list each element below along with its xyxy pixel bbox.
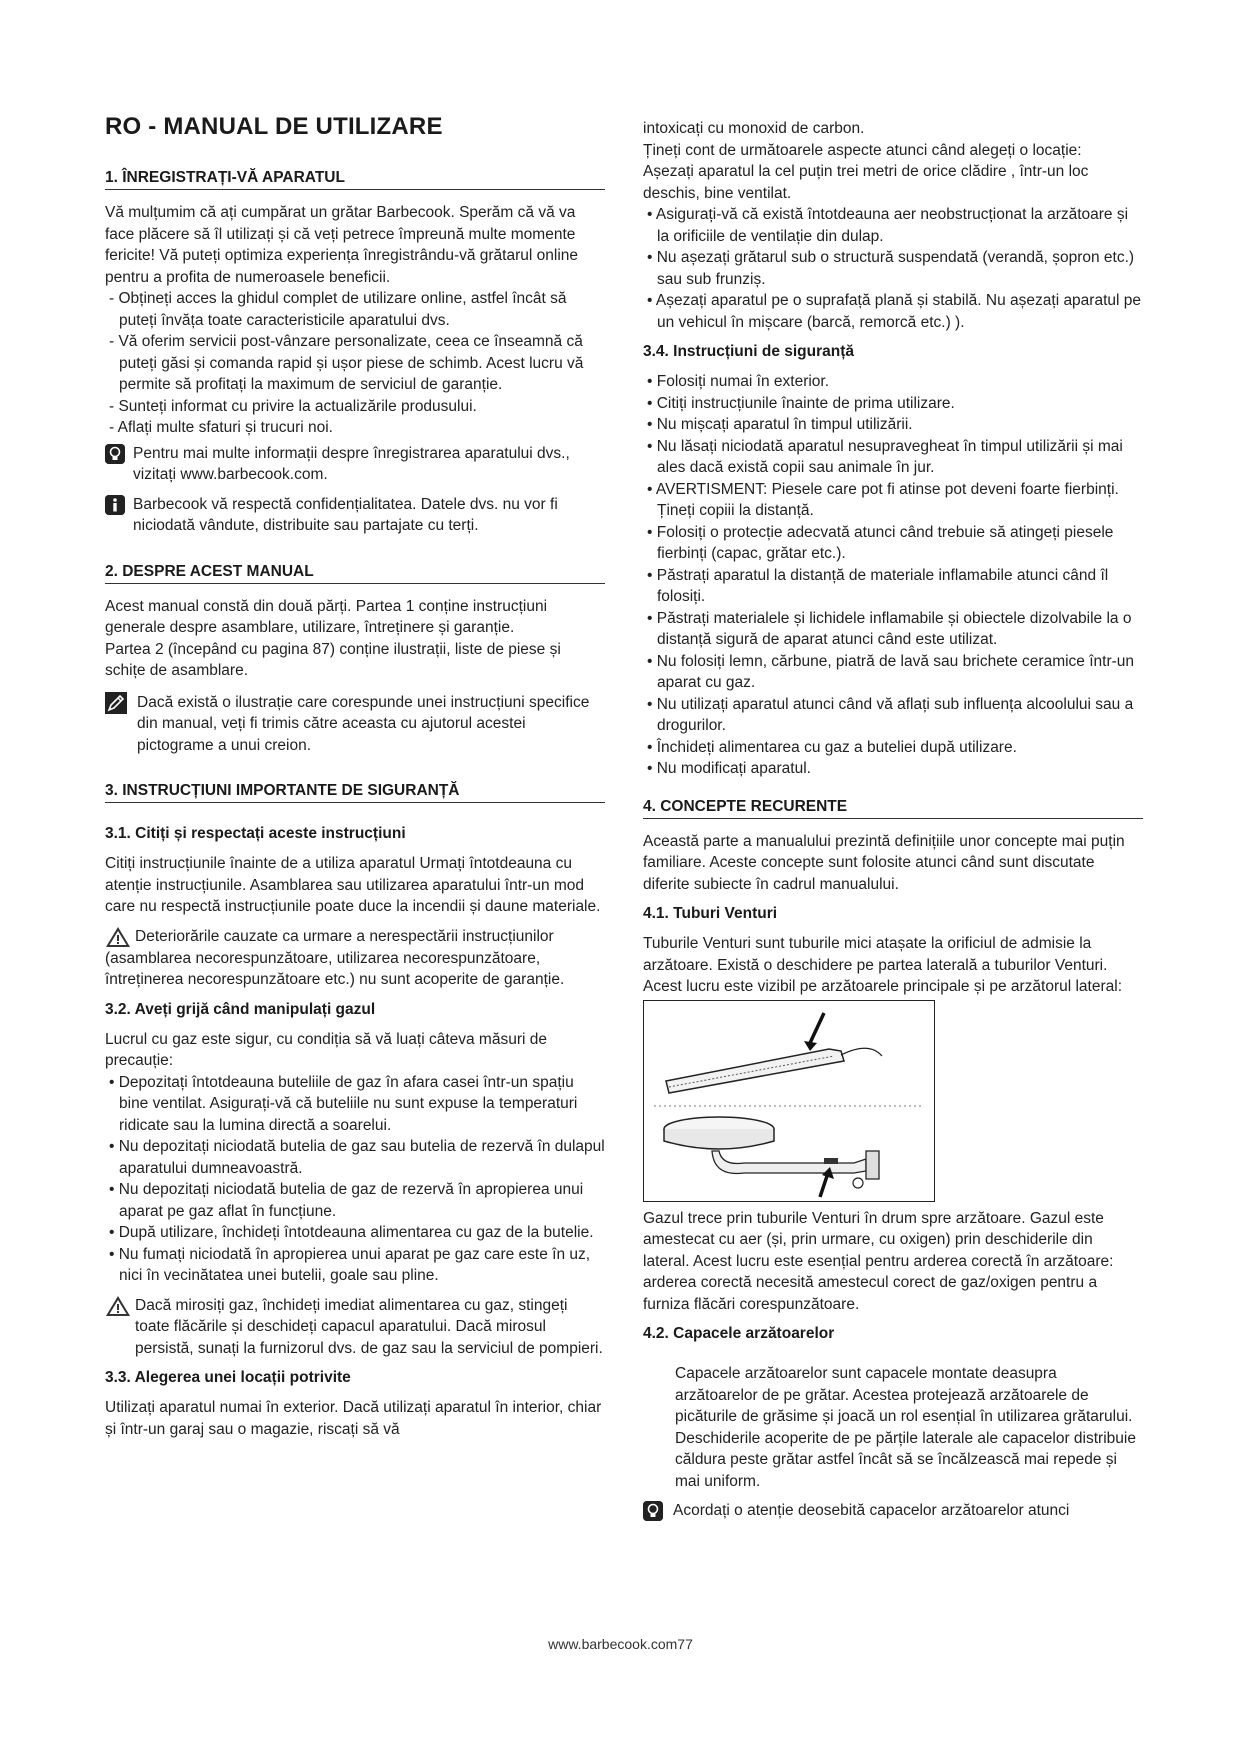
warning-continuation: (asamblarea necorespunzătoare, utilizarea necorespunzătoare, întreținerea necorespunzătoare etc.) nu sunt acoperite de garanție. [105, 949, 565, 988]
section-3-3-heading: 3.3. Alegerea unei locații potrivite [105, 1369, 351, 1386]
section-1-intro: Vă mulțumim că ați cumpărat un grătar Barbecook. Sperăm că vă va face plăcere să îl utilizați și că veți petrece împreună multe momente fericite! Vă puteți optimiza experiența înregistrându-vă grătarul online pentru a profita de numeroasele beneficii. [105, 204, 579, 286]
pencil-icon [105, 692, 127, 714]
tip-text: Pentru mai multe informații despre înregistrarea aparatului dvs., vizitați www.barbecook.com. [133, 444, 570, 483]
list-item: • După utilizare, închideți întotdeauna alimentarea cu gaz de la butelie. [105, 1222, 605, 1244]
section-4-heading: 4. CONCEPTE RECURENTE [643, 798, 1143, 819]
list-item: • Păstrați aparatul la distanță de materiale inflamabile atunci când îl folosiți. [643, 565, 1143, 608]
list-item: - Vă oferim servicii post-vânzare personalizate, ceea ce înseamnă că puteți găsi și comanda rapid și ușor piese de schimb. Acest lucru vă permite să profitați la maximum de serviciul de garanție. [105, 331, 605, 396]
section-3-heading: 3. INSTRUCȚIUNI IMPORTANTE DE SIGURANȚĂ [105, 782, 605, 803]
list-item: • Așezați aparatul pe o suprafață plană și stabilă. Nu așezați aparatul pe un vehicul în mișcare (barcă, remorcă etc.) ). [643, 290, 1143, 333]
list-item: • Închideți alimentarea cu gaz a buteliei după utilizare. [643, 737, 1143, 759]
warning-text: Deteriorările cauzate ca urmare a nerespectării instrucțiunilor [135, 927, 554, 945]
section-3-3-paragraph-3: Așezați aparatul la cel puțin trei metri de orice clădire , într-un loc deschis, bine ventilat. [643, 163, 1089, 202]
section-3-2-heading: 3.2. Aveți grijă când manipulați gazul [105, 1000, 376, 1018]
gas-warning-note [105, 1295, 605, 1360]
list-item: • Folosiți o protecție adecvată atunci când trebuie să atingeți piesele fierbinți (capac, grătar etc.). [643, 522, 1143, 565]
document-title: RO - MANUAL DE UTILIZARE [105, 113, 443, 140]
venturi-tube-illustration [643, 1000, 935, 1202]
section-3-2-list [105, 1072, 605, 1287]
list-item: • Nu lăsați niciodată aparatul nesupravegheat în timpul utilizării și mai ales dacă există copii sau animale în jur. [643, 436, 1143, 479]
warning-icon [105, 926, 131, 948]
section-4-2-heading: 4.2. Capacele arzătoarelor [643, 1325, 835, 1342]
list-item: • Citiți instrucțiunile înainte de prima utilizare. [643, 393, 1143, 415]
section-3-1-heading: 3.1. Citiți și respectați aceste instrucțiuni [105, 825, 406, 842]
pencil-note [105, 692, 605, 757]
section-3-3-continuation: intoxicați cu monoxid de carbon. [643, 120, 865, 137]
section-2-heading: 2. DESPRE ACEST MANUAL [105, 563, 605, 584]
burner-caps-tip-text: Acordați o atenție deosebită capacelor arzătoarelor atunci [673, 1502, 1070, 1519]
list-item: • Păstrați materialele și lichidele inflamabile și obiectele dizolvabile la o distanță sigură de aparat atunci când este utilizat. [643, 608, 1143, 651]
warning-icon [105, 1295, 131, 1317]
list-item: • Nu depozitați niciodată butelia de gaz sau butelia de rezervă în dulapul aparatului dumneavoastră. [105, 1136, 605, 1179]
list-item: - Aflați multe sfaturi și trucuri noi. [105, 417, 605, 439]
list-item: • AVERTISMENT: Piesele care pot fi atinse pot deveni foarte fierbinți. Țineți copiii la distanță. [643, 479, 1143, 522]
info-note [105, 494, 605, 537]
section-3-3-paragraph: Utilizați aparatul numai în exterior. Dacă utilizați aparatul în interior, chiar și într-un garaj sau o magazie, riscați să vă [105, 1399, 602, 1438]
list-item: • Asigurați-vă că există întotdeauna aer neobstrucționat la arzătoare și la orificiile de ventilație din dulap. [643, 204, 1143, 247]
gas-warning-text: Dacă mirosiți gaz, închideți imediat alimentarea cu gaz, stingeți toate flăcările și deschideți capacul aparatului. Dacă mirosul persistă, sunați la furnizorul dvs. de gaz sau la serviciul de pompieri. [135, 1296, 603, 1357]
section-3-4-heading: 3.4. Instrucțiuni de siguranță [643, 343, 855, 360]
list-item: • Nu mișcați aparatul în timpul utilizării. [643, 414, 1143, 436]
section-2-paragraph-1: Acest manual constă din două părți. Partea 1 conține instrucțiuni generale despre asamblare, utilizare, întreținere și garanție. [105, 597, 548, 636]
list-item: • Nu așezați grătarul sub o structură suspendată (verandă, șopron etc.) sau sub frunziș. [643, 247, 1143, 290]
section-3-2-paragraph: Lucrul cu gaz este sigur, cu condiția să vă luați câteva măsuri de precauție: [105, 1030, 547, 1069]
tip-note [105, 443, 605, 486]
info-text: Barbecook vă respectă confidențialitatea. Datele dvs. nu vor fi niciodată vândute, distribuite sau partajate cu terți. [133, 495, 558, 534]
section-4-1-paragraph-2: Gazul trece prin tuburile Venturi în drum spre arzătoare. Gazul este amestecat cu aer (și, prin urmare, cu oxigen) prin deschiderile din lateral. Acest lucru este esențial pentru arderea corectă în arzătoare: arderea corectă necesită amestecul corect de gaz/oxigen pentru a furniza flăcări corespunzătoare. [643, 1209, 1114, 1313]
page-footer: www.barbecook.com77 [548, 1636, 693, 1652]
left-column [105, 113, 605, 1440]
section-4-paragraph: Această parte a manualului prezintă definițiile unor concepte mai puțin familiare. Aceste concepte sunt folosite atunci când sunt discutate diferite subiecte în cadrul manualului. [643, 832, 1125, 893]
list-item: • Folosiți numai în exterior. [643, 371, 1143, 393]
section-4-2-paragraph: Capacele arzătoarelor sunt capacele montate deasupra arzătoarelor de pe grătar. Acestea protejează arzătoarele de picăturile de grăsime și joacă un rol esențial în utilizarea grătarului. Deschiderile acoperite de pe părțile laterale ale capacelor distribuie căldura peste grătar astfel încât să se încălzească mai repede și mai uniform. [675, 1365, 1136, 1490]
section-2-paragraph-2: Partea 2 (începând cu pagina 87) conține ilustrații, liste de piese și schițe de asamblare. [105, 640, 561, 679]
section-4-1-paragraph: Tuburile Venturi sunt tuburile mici atașate la orificiul de admisie la arzătoare. Există o deschidere pe partea laterală a tuburilor Venturi. Acest lucru este vizibil pe arzătoarele principale și pe arzătorul lateral: [643, 935, 1123, 995]
list-item: • Nu depozitați niciodată butelia de gaz de rezervă în apropierea unui aparat pe gaz aflat în funcțiune. [105, 1179, 605, 1222]
section-1-list [105, 288, 605, 439]
section-3-3-paragraph-2: Țineți cont de următoarele aspecte atunci când alegeți o locație: [643, 141, 1082, 159]
right-column [643, 118, 1143, 1530]
list-item: • Nu modificați aparatul. [643, 758, 1143, 780]
section-3-4-list [643, 371, 1143, 780]
section-3-1-paragraph: Citiți instrucțiunile înainte de a utiliza aparatul Urmați întotdeauna cu atenție instrucțiunile. Asamblarea sau utilizarea aparatului într-un mod care nu respectă instrucțiunile poate duce la incendii și daune materiale. [105, 855, 601, 915]
warning-note [105, 926, 605, 948]
lightbulb-icon [643, 1501, 663, 1521]
burner-caps-tip [643, 1500, 1143, 1522]
section-1-heading: 1. ÎNREGISTRAȚI-VĂ APARATUL [105, 169, 605, 190]
list-item: • Nu utilizați aparatul atunci când vă aflați sub influența alcoolului sau a drogurilor. [643, 694, 1143, 737]
section-3-3-list [643, 204, 1143, 333]
list-item: • Nu folosiți lemn, cărbune, piatră de lavă sau brichete ceramice într-un aparat cu gaz. [643, 651, 1143, 694]
list-item: • Depozitați întotdeauna buteliile de gaz în afara casei într-un spațiu bine ventilat. Asigurați-vă că buteliile nu sunt expuse la temperaturi ridicate sau la lumina directă a soarelui. [105, 1072, 605, 1137]
list-item: • Nu fumați niciodată în apropierea unui aparat pe gaz care este în uz, nici în vecinătatea unei butelii, goale sau pline. [105, 1244, 605, 1287]
pencil-note-text: Dacă există o ilustrație care corespunde unei instrucțiuni specifice din manual, veți fi trimis către aceasta cu ajutorul acestei pictograme a unui creion. [137, 693, 590, 754]
list-item: - Obțineți acces la ghidul complet de utilizare online, astfel încât să puteți învăța toate caracteristicile aparatului dvs. [105, 288, 605, 331]
main-burner-drawing [666, 1013, 882, 1093]
list-item: - Sunteți informat cu privire la actualizările produsului. [105, 396, 605, 418]
lightbulb-icon [105, 444, 125, 464]
section-4-1-heading: 4.1. Tuburi Venturi [643, 905, 778, 922]
side-burner-drawing [664, 1117, 879, 1197]
info-icon [105, 495, 125, 515]
